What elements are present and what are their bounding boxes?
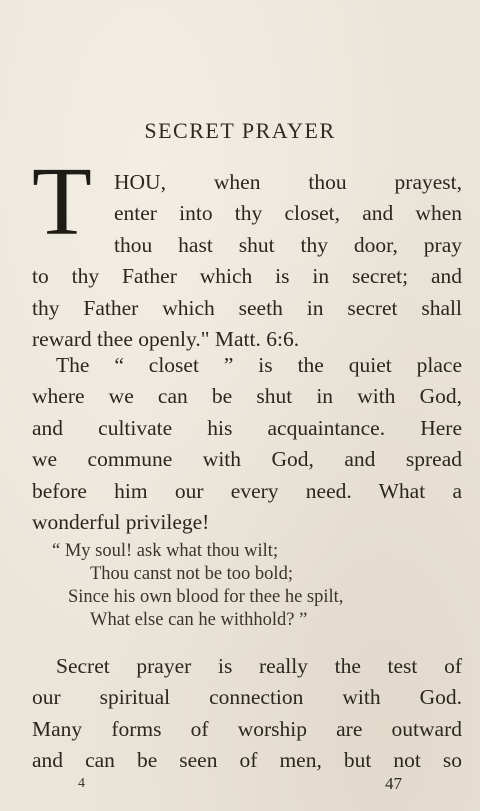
text-line: and can be seen of men, but not so xyxy=(32,748,462,773)
verse-line: What else can he withhold? ” xyxy=(90,610,308,630)
drop-cap: T xyxy=(32,148,92,256)
verse-line: “ My soul! ask what thou wilt; xyxy=(52,541,279,561)
text-line: HOU, when thou prayest, xyxy=(114,170,462,194)
paragraph-scripture-quote xyxy=(32,167,462,355)
text-line: enter into thy closet, and when xyxy=(114,201,462,226)
text-line: wonderful privilege! xyxy=(32,510,210,535)
text-line: reward thee openly." Matt. 6:6. xyxy=(32,327,300,352)
text-line: The “ closet ” is the quiet place xyxy=(56,353,462,377)
text-line: Many forms of worship are outward xyxy=(32,716,462,741)
signature-mark: 4 xyxy=(78,776,85,791)
text-line: we commune with God, and spread xyxy=(32,447,462,472)
page-number: 47 xyxy=(385,774,402,793)
paragraph-secret-prayer xyxy=(32,651,462,777)
verse-line: Since his own blood for thee he spilt, xyxy=(68,587,344,607)
verse-quotation xyxy=(0,540,480,632)
text-line: to thy Father which is in secret; and xyxy=(32,264,462,289)
text-line: before him our every need. What a xyxy=(32,478,462,503)
verse-line: Thou canst not be too bold; xyxy=(90,564,293,584)
text-line: where we can be shut in with God, xyxy=(32,384,462,409)
chapter-title: SECRET PRAYER xyxy=(144,118,336,143)
text-line: thou hast shut thy door, pray xyxy=(114,232,462,257)
paragraph-closet xyxy=(32,350,462,538)
text-line: thy Father which seeth in secret shall xyxy=(32,295,462,320)
text-line: and cultivate his acquaintance. Here xyxy=(32,415,462,440)
text-line: our spiritual connection with God. xyxy=(32,685,462,710)
text-line: Secret prayer is really the test of xyxy=(56,654,462,678)
